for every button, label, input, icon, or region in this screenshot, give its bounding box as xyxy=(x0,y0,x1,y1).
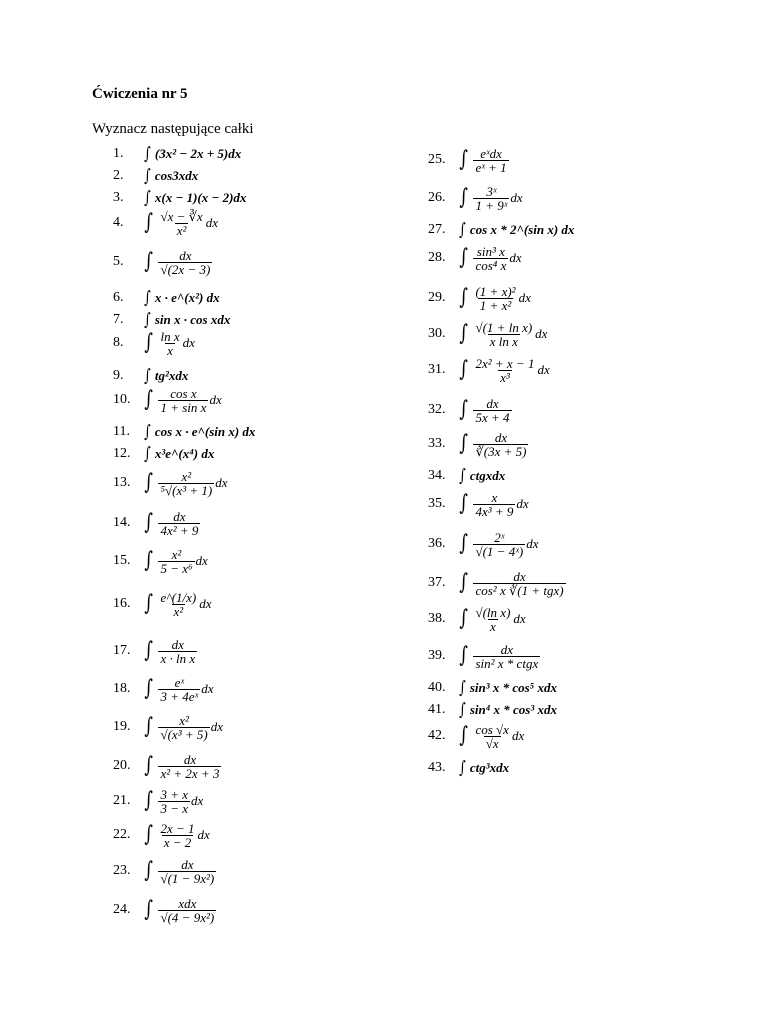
fraction-numerator: √(ln x) xyxy=(475,604,511,620)
exercise-item xyxy=(113,184,246,212)
exercise-number: 5. xyxy=(113,254,124,269)
integral-expression xyxy=(458,431,529,458)
exercise-item xyxy=(428,490,529,518)
integral-sign: ∫ xyxy=(144,822,154,847)
fraction-numerator: (1 + x)² xyxy=(475,283,516,299)
integral-sign: ∫ xyxy=(144,676,154,701)
differential: dx xyxy=(526,536,539,551)
fraction xyxy=(473,431,528,458)
integral-sign: ∫ xyxy=(144,470,154,495)
exercise-number: 35. xyxy=(428,496,446,511)
differential: dx xyxy=(210,719,223,734)
fraction-numerator: dx xyxy=(183,751,197,767)
differential: dx xyxy=(197,827,210,842)
fraction-denominator: √x xyxy=(485,735,499,751)
fraction-denominator: √(1 − 4ˣ) xyxy=(475,543,524,559)
differential: dx xyxy=(215,475,228,490)
exercise-item xyxy=(113,440,214,468)
integral-sign: ∫ xyxy=(144,249,154,274)
fraction xyxy=(158,249,212,276)
exercise-number: 8. xyxy=(113,335,124,350)
fraction-denominator: 1 + x² xyxy=(479,297,512,313)
integrand: ctg³xdx xyxy=(469,760,510,775)
fraction xyxy=(158,470,214,497)
fraction-numerator: dx xyxy=(181,856,194,872)
integrand: tg²xdx xyxy=(154,368,189,383)
integral-sign: ∫ xyxy=(459,147,469,172)
exercise-number: 18. xyxy=(113,681,131,696)
fraction-denominator: 4x² + 9 xyxy=(160,522,199,538)
fraction xyxy=(158,387,208,414)
integral-sign: ∫ xyxy=(144,330,154,355)
fraction-numerator: x² xyxy=(181,468,192,484)
fraction xyxy=(158,210,204,237)
exercise-number: 7. xyxy=(113,312,124,327)
fraction-numerator: √(1 + ln x) xyxy=(475,319,533,335)
integral-expression xyxy=(458,245,522,272)
differential: dx xyxy=(199,596,212,611)
fraction-numerator: √x − ∛x xyxy=(160,208,203,224)
exercise-number: 41. xyxy=(428,702,446,717)
fraction-denominator: √(2x − 3) xyxy=(160,261,211,277)
integral-expression xyxy=(143,387,222,414)
exercise-number: 43. xyxy=(428,760,446,775)
integral-expression xyxy=(143,143,242,164)
integrand: sin x · cos xdx xyxy=(154,312,231,327)
exercise-item xyxy=(428,146,510,174)
fraction xyxy=(158,638,197,665)
integrand: cos3xdx xyxy=(154,168,199,183)
integral-sign: ∫ xyxy=(459,285,469,310)
integral-sign: ∫ xyxy=(459,245,469,270)
fraction-denominator: ∛(3x + 5) xyxy=(475,443,527,459)
fraction-denominator: 5x + 4 xyxy=(475,409,510,425)
differential: dx xyxy=(510,190,523,205)
fraction-denominator: ⁵√(x³ + 1) xyxy=(160,482,213,498)
integral-sign: ∫ xyxy=(144,365,151,386)
integral-expression xyxy=(458,757,510,778)
integral-expression xyxy=(458,219,575,240)
exercise-number: 4. xyxy=(113,215,124,230)
fraction xyxy=(473,397,511,424)
integral-expression xyxy=(458,643,541,670)
differential: dx xyxy=(513,611,526,626)
exercise-item xyxy=(428,530,538,558)
exercise-item xyxy=(428,642,541,670)
integral-expression xyxy=(143,365,189,386)
fraction-numerator: 2ˣ xyxy=(494,529,505,545)
fraction-numerator: cos x xyxy=(170,385,197,401)
fraction-numerator: x² xyxy=(171,546,182,562)
integral-sign: ∫ xyxy=(144,788,154,813)
fraction-numerator: dx xyxy=(486,395,499,411)
integral-sign: ∫ xyxy=(459,431,469,456)
exercise-item xyxy=(113,386,222,414)
integral-expression xyxy=(458,723,524,750)
integral-expression xyxy=(458,699,558,720)
differential: dx xyxy=(535,326,548,341)
integral-expression xyxy=(458,570,567,597)
exercise-number: 14. xyxy=(113,515,131,530)
exercise-item xyxy=(428,696,557,724)
fraction-numerator: sin³ x xyxy=(476,243,505,259)
fraction-numerator: dx xyxy=(173,508,186,524)
integral-sign: ∫ xyxy=(459,397,469,422)
fraction-denominator: x² xyxy=(173,603,184,619)
fraction-numerator: x xyxy=(491,489,498,505)
exercise-number: 34. xyxy=(428,468,446,483)
exercise-number: 26. xyxy=(428,190,446,205)
integral-sign: ∫ xyxy=(459,570,469,595)
integral-expression xyxy=(143,421,256,442)
integral-expression xyxy=(458,285,531,312)
integral-expression xyxy=(143,330,195,357)
exercise-item xyxy=(113,637,198,665)
integral-expression xyxy=(143,548,208,575)
exercise-item xyxy=(113,675,213,703)
exercise-item xyxy=(113,590,212,618)
integral-expression xyxy=(143,443,215,464)
integral-expression xyxy=(143,676,213,703)
fraction-denominator: x² xyxy=(176,222,187,238)
exercise-number: 38. xyxy=(428,611,446,626)
exercise-number: 40. xyxy=(428,680,446,695)
differential: dx xyxy=(509,250,522,265)
fraction xyxy=(473,570,565,597)
integral-sign: ∫ xyxy=(144,443,151,464)
integral-sign: ∫ xyxy=(459,219,466,240)
integral-expression xyxy=(143,897,217,924)
integral-expression xyxy=(143,510,201,537)
integral-sign: ∫ xyxy=(144,165,151,186)
exercise-number: 30. xyxy=(428,326,446,341)
exercise-number: 21. xyxy=(113,793,131,808)
exercise-item xyxy=(428,754,509,782)
exercise-number: 17. xyxy=(113,643,131,658)
fraction xyxy=(158,753,221,780)
fraction-denominator: x − 2 xyxy=(163,834,192,850)
integral-expression xyxy=(143,309,231,330)
integral-sign: ∫ xyxy=(144,858,154,883)
integral-expression xyxy=(458,531,538,558)
fraction xyxy=(473,606,512,633)
exercise-item xyxy=(428,430,529,458)
fraction-numerator: e^(1/x) xyxy=(160,589,197,605)
exercise-item xyxy=(428,569,567,597)
fraction-denominator: x ln x xyxy=(489,333,518,349)
fraction xyxy=(158,788,190,815)
integral-sign: ∫ xyxy=(144,421,151,442)
page-title: Ćwiczenia nr 5 xyxy=(92,86,188,102)
differential: dx xyxy=(182,335,195,350)
fraction xyxy=(158,822,196,849)
exercise-item xyxy=(428,396,513,424)
integral-sign: ∫ xyxy=(459,677,466,698)
integral-sign: ∫ xyxy=(144,187,151,208)
fraction xyxy=(473,147,508,174)
exercise-item xyxy=(428,356,550,384)
integral-sign: ∫ xyxy=(144,510,154,535)
differential: dx xyxy=(511,728,525,743)
fraction-denominator: sin² x * ctgx xyxy=(475,655,539,671)
exercise-number: 28. xyxy=(428,250,446,265)
exercise-item xyxy=(428,722,524,750)
exercise-item xyxy=(428,320,547,348)
integral-sign: ∫ xyxy=(144,143,151,164)
integral-sign: ∫ xyxy=(459,723,469,748)
exercise-item xyxy=(113,329,195,357)
integral-expression xyxy=(458,397,513,424)
exercise-number: 6. xyxy=(113,290,124,305)
integral-expression xyxy=(143,165,199,186)
exercise-number: 24. xyxy=(113,902,131,917)
exercise-number: 39. xyxy=(428,648,446,663)
fraction-denominator: √(4 − 9x²) xyxy=(160,909,215,925)
integrand: x · e^(x²) dx xyxy=(154,290,220,305)
differential: dx xyxy=(191,793,204,808)
fraction xyxy=(158,330,181,357)
fraction xyxy=(473,531,525,558)
integral-expression xyxy=(143,858,217,885)
integral-expression xyxy=(458,185,523,212)
fraction-denominator: 5 − x⁶ xyxy=(160,560,193,576)
differential: dx xyxy=(516,496,529,511)
exercise-item xyxy=(113,469,228,497)
fraction-denominator: x xyxy=(490,618,496,634)
integral-sign: ∫ xyxy=(144,309,151,330)
integral-expression xyxy=(458,357,550,384)
fraction xyxy=(473,491,515,518)
fraction-numerator: dx xyxy=(513,568,526,584)
integral-expression xyxy=(143,287,220,308)
integral-sign: ∫ xyxy=(459,357,469,382)
fraction-numerator: 2x − 1 xyxy=(160,820,195,836)
exercise-item xyxy=(113,787,203,815)
exercise-item xyxy=(428,284,531,312)
exercise-number: 9. xyxy=(113,368,124,383)
integral-expression xyxy=(458,606,526,633)
integral-sign: ∫ xyxy=(144,548,154,573)
integral-sign: ∫ xyxy=(459,531,469,556)
integrand: sin³ x * cos⁵ xdx xyxy=(469,680,558,695)
fraction xyxy=(473,245,508,272)
integral-expression xyxy=(143,788,203,815)
integral-expression xyxy=(143,249,213,276)
fraction-numerator: ln x xyxy=(160,328,180,344)
fraction-numerator: dx xyxy=(494,429,508,445)
integrand: sin⁴ x * cos³ xdx xyxy=(469,702,558,717)
integral-sign: ∫ xyxy=(459,643,469,668)
fraction-numerator: 3 + x xyxy=(160,786,189,802)
differential: dx xyxy=(518,290,531,305)
integral-sign: ∫ xyxy=(144,591,154,616)
exercise-item xyxy=(428,605,526,633)
fraction xyxy=(158,591,198,618)
integral-sign: ∫ xyxy=(459,465,466,486)
integral-expression xyxy=(143,591,212,618)
integral-expression xyxy=(143,753,222,780)
exercise-item xyxy=(113,752,222,780)
exercise-number: 37. xyxy=(428,575,446,590)
differential: dx xyxy=(201,681,214,696)
exercise-number: 19. xyxy=(113,719,131,734)
fraction-numerator: dx xyxy=(179,247,192,263)
integral-sign: ∫ xyxy=(144,387,154,412)
exercise-item xyxy=(113,248,213,276)
fraction xyxy=(473,285,517,312)
integral-expression xyxy=(458,491,529,518)
fraction xyxy=(473,321,534,348)
exercise-number: 32. xyxy=(428,402,446,417)
fraction xyxy=(473,357,536,384)
integrand: x(x − 1)(x − 2)dx xyxy=(154,190,247,205)
integral-expression xyxy=(143,210,218,237)
integral-expression xyxy=(143,187,247,208)
integral-sign: ∫ xyxy=(144,897,154,922)
exercise-item xyxy=(113,821,210,849)
fraction-numerator: dx xyxy=(171,636,184,652)
differential: dx xyxy=(205,215,218,230)
fraction xyxy=(158,897,216,924)
fraction-numerator: 3ˣ xyxy=(486,183,497,199)
fraction-denominator: 3 + 4eˣ xyxy=(160,688,199,704)
exercise-item xyxy=(428,244,522,272)
exercise-number: 1. xyxy=(113,146,124,161)
integral-expression xyxy=(143,822,210,849)
exercise-item xyxy=(428,216,574,244)
differential: dx xyxy=(537,362,550,377)
integral-expression xyxy=(143,638,198,665)
fraction xyxy=(473,643,540,670)
fraction xyxy=(473,185,509,212)
differential: dx xyxy=(209,392,222,407)
exercise-number: 23. xyxy=(113,863,131,878)
exercise-number: 25. xyxy=(428,152,446,167)
exercise-number: 29. xyxy=(428,290,446,305)
fraction-denominator: x³ xyxy=(500,369,510,385)
exercise-number: 12. xyxy=(113,446,131,461)
exercise-number: 3. xyxy=(113,190,124,205)
integral-expression xyxy=(458,677,558,698)
fraction-denominator: x · ln x xyxy=(160,650,196,666)
exercise-number: 22. xyxy=(113,827,131,842)
fraction xyxy=(473,723,510,750)
integral-sign: ∫ xyxy=(144,638,154,663)
exercise-number: 20. xyxy=(113,758,131,773)
fraction-denominator: √(1 − 9x²) xyxy=(160,870,215,886)
exercise-number: 33. xyxy=(428,436,446,451)
integral-sign: ∫ xyxy=(459,185,469,210)
fraction xyxy=(158,510,200,537)
fraction-denominator: x² + 2x + 3 xyxy=(160,765,220,781)
fraction-denominator: cos⁴ x xyxy=(475,257,507,273)
integral-sign: ∫ xyxy=(459,699,466,720)
exercise-item xyxy=(113,209,218,237)
fraction-denominator: 1 + 9ˣ xyxy=(475,197,508,213)
fraction-numerator: eˣ xyxy=(174,674,185,690)
integral-expression xyxy=(458,147,510,174)
exercise-item xyxy=(113,896,217,924)
exercise-item xyxy=(113,857,217,885)
integral-sign: ∫ xyxy=(144,753,154,778)
fraction xyxy=(158,714,209,741)
exercise-item xyxy=(428,184,523,212)
fraction xyxy=(158,858,216,885)
integral-sign: ∫ xyxy=(459,321,469,346)
fraction-numerator: xdx xyxy=(178,895,197,911)
fraction-numerator: 2x² + x − 1 xyxy=(475,355,535,371)
exercise-number: 15. xyxy=(113,553,131,568)
integral-expression xyxy=(143,470,228,497)
integrand: ctgxdx xyxy=(469,468,506,483)
integral-expression xyxy=(458,465,506,486)
exercise-number: 2. xyxy=(113,168,124,183)
differential: dx xyxy=(195,553,208,568)
fraction-numerator: cos √x xyxy=(475,721,509,737)
exercise-number: 36. xyxy=(428,536,446,551)
exercise-number: 13. xyxy=(113,475,131,490)
page-subtitle: Wyznacz następujące całki xyxy=(92,121,254,137)
integral-sign: ∫ xyxy=(459,491,469,516)
exercise-number: 42. xyxy=(428,728,446,743)
integral-sign: ∫ xyxy=(144,210,154,235)
integrand: cos x · e^(sin x) dx xyxy=(154,424,256,439)
integrand: (3x² − 2x + 5)dx xyxy=(154,146,242,161)
exercise-item xyxy=(113,547,208,575)
fraction-denominator: 4x³ + 9 xyxy=(475,503,514,519)
exercise-item xyxy=(113,713,223,741)
fraction xyxy=(158,676,200,703)
fraction xyxy=(158,548,194,575)
fraction-denominator: eˣ + 1 xyxy=(475,159,507,175)
integral-expression xyxy=(458,321,547,348)
integral-sign: ∫ xyxy=(144,287,151,308)
exercise-number: 27. xyxy=(428,222,446,237)
exercise-number: 11. xyxy=(113,424,130,439)
exercise-number: 16. xyxy=(113,596,131,611)
fraction-numerator: eˣdx xyxy=(480,145,502,161)
fraction-denominator: cos² x ∛(1 + tgx) xyxy=(475,582,564,598)
integral-sign: ∫ xyxy=(144,714,154,739)
exercise-item xyxy=(428,462,505,490)
fraction-denominator: 3 − x xyxy=(160,800,189,816)
exercise-item xyxy=(113,509,201,537)
fraction-numerator: x² xyxy=(179,712,189,728)
integrand: cos x * 2^(sin x) dx xyxy=(469,222,575,237)
fraction-denominator: √(x³ + 5) xyxy=(160,726,208,742)
integrand: x³e^(x⁴) dx xyxy=(154,446,215,461)
integral-sign: ∫ xyxy=(459,606,469,631)
exercise-number: 10. xyxy=(113,392,131,407)
fraction-numerator: dx xyxy=(500,641,513,657)
fraction-denominator: x xyxy=(167,342,173,358)
exercise-number: 31. xyxy=(428,362,446,377)
integral-expression xyxy=(143,714,223,741)
integral-sign: ∫ xyxy=(459,757,466,778)
fraction-denominator: 1 + sin x xyxy=(160,399,207,415)
